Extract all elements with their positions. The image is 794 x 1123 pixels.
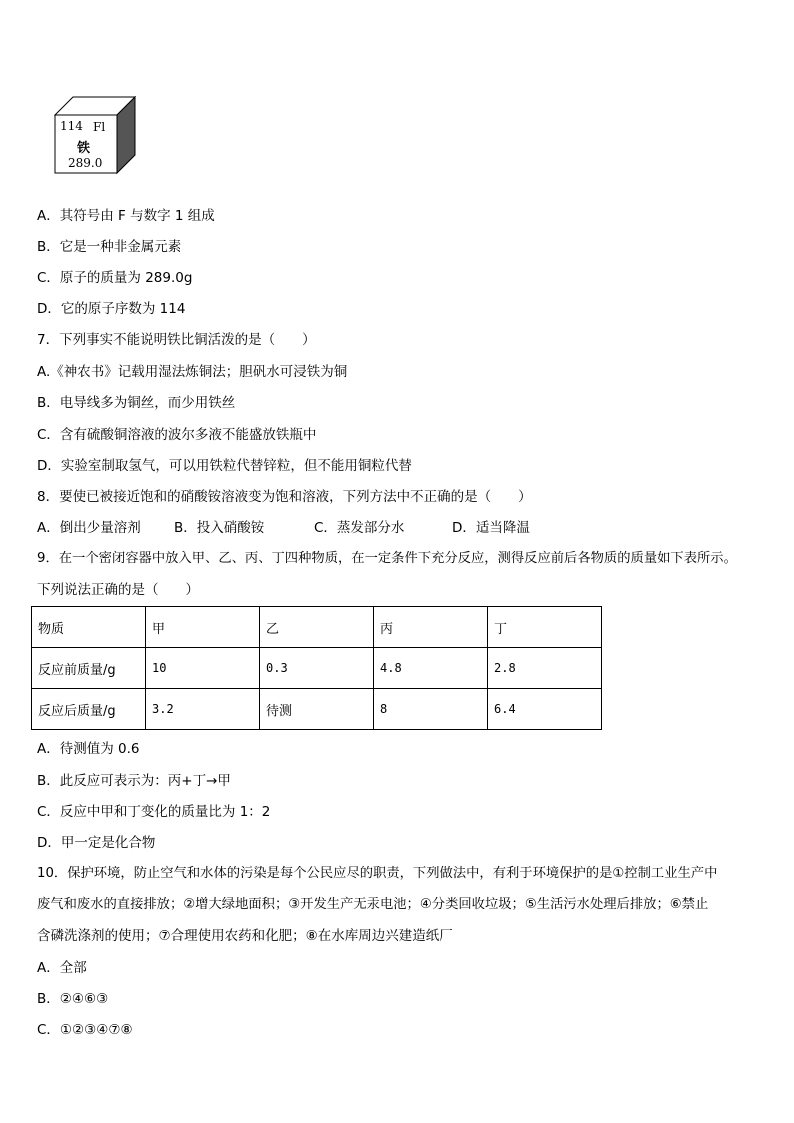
table-cell: 8	[374, 689, 488, 730]
q9-option-d: D．甲一定是化合物	[37, 835, 156, 851]
table-cell: 待测	[260, 689, 374, 730]
table-cell: 4.8	[374, 648, 488, 689]
table-header-row	[32, 607, 602, 648]
table-cell: 2.8	[488, 648, 602, 689]
q10-stem-line2: 废气和废水的直接排放；②增大绿地面积；③开发生产无汞电池；④分类回收垃圾；⑤生活污水处理后排放；⑥禁止	[37, 897, 709, 912]
table-row	[32, 689, 602, 730]
q8-option-c: C．蒸发部分水	[314, 520, 405, 536]
element-name: 铁	[77, 141, 91, 156]
q8-options	[37, 519, 530, 537]
table-cell: 6.4	[488, 689, 602, 730]
q8-option-d: D．适当降温	[452, 520, 530, 536]
table-cell: 3.2	[146, 689, 260, 730]
q10-option-a: A．全部	[37, 960, 87, 976]
q8-option-b: B．投入硝酸铵	[174, 520, 265, 536]
q7-option-d: D．实验室制取氢气，可以用铁粒代替锌粒，但不能用铜粒代替	[37, 458, 412, 474]
element-card	[53, 95, 137, 175]
q9-option-b: B．此反应可表示为：丙+丁→甲	[37, 773, 231, 789]
table-header-cell: 物质	[32, 607, 146, 648]
table-cell: 反应前质量/g	[32, 648, 146, 689]
q8-stem: 8．要使已被接近饱和的硝酸铵溶液变为饱和溶液，下列方法中不正确的是（ ）	[37, 489, 532, 505]
table-header-cell: 丙	[374, 607, 488, 648]
q6-option-d: D．它的原子序数为 114	[37, 301, 186, 317]
q6-option-b: B．它是一种非金属元素	[37, 239, 182, 255]
q10-option-b: B．②④⑥③	[37, 991, 109, 1007]
table-row	[32, 648, 602, 689]
table-header-cell: 甲	[146, 607, 260, 648]
element-symbol: Fl	[93, 120, 106, 134]
q7-option-a: A.《神农书》记载用湿法炼铜法；胆矾水可浸铁为铜	[37, 364, 348, 380]
q7-stem: 7．下列事实不能说明铁比铜活泼的是（ ）	[37, 332, 316, 348]
q9-option-c: C．反应中甲和丁变化的质量比为 1：2	[37, 804, 271, 820]
q9-stem-line2: 下列说法正确的是（ ）	[37, 582, 199, 598]
q10-stem-line1: 10．保护环境，防止空气和水体的污染是每个公民应尽的职责，下列做法中，有利于环境保护的是①控制工业生产中	[37, 866, 718, 881]
q7-option-c: C．含有硫酸铜溶液的波尔多液不能盛放铁瓶中	[37, 427, 317, 443]
q9-option-a: A．待测值为 0.6	[37, 741, 140, 757]
element-number: 114	[60, 119, 83, 133]
q10-option-c: C．①②③④⑦⑧	[37, 1022, 133, 1038]
q8-option-a: A．倒出少量溶剂	[37, 520, 141, 536]
element-mass: 289.0	[68, 156, 103, 170]
table-cell: 10	[146, 648, 260, 689]
q6-option-a: A．其符号由 F 与数字 1 组成	[37, 208, 215, 224]
q6-option-c: C．原子的质量为 289.0g	[37, 270, 193, 286]
table-header-cell: 乙	[260, 607, 374, 648]
table-header-cell: 丁	[488, 607, 602, 648]
mass-table	[31, 606, 602, 730]
q10-stem-line3: 含磷洗涤剂的使用；⑦合理使用农药和化肥；⑧在水库周边兴建造纸厂	[37, 928, 453, 944]
q7-option-b: B．电导线多为铜丝，而少用铁丝	[37, 395, 236, 411]
q9-stem-line1: 9．在一个密闭容器中放入甲、乙、丙、丁四种物质，在一定条件下充分反应，测得反应前后各物质的质量如下表所示。	[37, 551, 737, 566]
table-cell: 0.3	[260, 648, 374, 689]
table-cell: 反应后质量/g	[32, 689, 146, 730]
